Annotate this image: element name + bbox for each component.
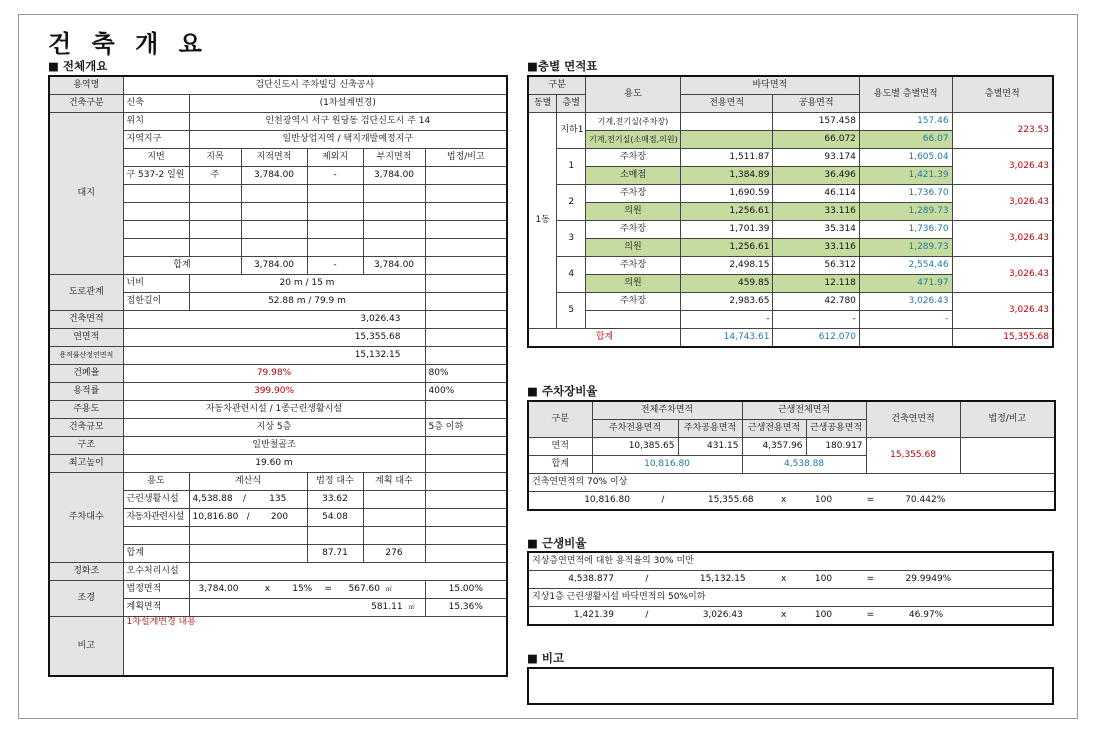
parking-plan: [363, 509, 425, 527]
pr-formula-term: 15,355.68: [707, 495, 754, 505]
remarks-title: ■ 비고: [527, 651, 565, 665]
building-area-value: 3,026.43: [123, 311, 425, 329]
lot-total-cell: 3,784.00: [241, 257, 307, 275]
lot-header: 부지면적: [363, 149, 425, 167]
nr-formula-row: [528, 607, 1053, 626]
header-dong: 동별: [528, 95, 557, 113]
landscape-unit: ㎡: [408, 604, 415, 611]
lot-header: 지목: [189, 149, 241, 167]
project-name-row: [49, 76, 507, 95]
common-cell: 56.312: [773, 257, 859, 275]
landscape-times: x: [264, 584, 271, 594]
floor-cell: 3: [557, 221, 586, 257]
parking-legal: 33.62: [307, 491, 363, 509]
pr-formula-term: 10,816.80: [584, 495, 630, 505]
parking-header: 계산식: [189, 473, 307, 491]
floor-total-cell: 3,026.43: [952, 221, 1053, 257]
structure-row: [49, 437, 507, 455]
nr-condition-2: 지상1층 근린생활시설 바닥면적의 50%이하: [528, 589, 1053, 607]
use-row: [49, 401, 507, 419]
zone-value: 일반상업지역 / 택지개발예정지구: [189, 131, 507, 149]
nr-formula-term: 3,026.43: [702, 610, 743, 620]
floor-total-all: 15,355.68: [952, 329, 1053, 348]
lot-header: 제외지: [307, 149, 363, 167]
nr-formula-op: /: [645, 610, 649, 620]
nr-condition-row: [528, 552, 1053, 571]
pr-header-gfa: 건축연면적: [866, 401, 960, 438]
nr-formula-op: x: [780, 610, 787, 620]
parking-header-row: [49, 473, 507, 491]
use-label: 주용도: [49, 401, 123, 419]
use-cell: 의원: [586, 203, 681, 221]
nr-formula-2: [528, 607, 1053, 626]
use-area-cell: 471.97: [859, 275, 952, 293]
pr-formula-result: 70.442%: [905, 495, 946, 505]
parking-use: 자동차관련시설: [123, 509, 189, 527]
landscape-plan-label: 계획면적: [123, 599, 189, 617]
road-label: 도로관계: [49, 275, 123, 311]
parking-ratio-title: ■ 주차장비율: [527, 384, 598, 398]
far-label: 용적률: [49, 383, 123, 401]
parking-area: 4,538.88: [192, 494, 233, 504]
floor-row: [528, 185, 1053, 203]
road-width-row: [49, 275, 507, 293]
use-cell: 기계,전기실(주차장): [586, 113, 681, 131]
common-cell: -: [773, 311, 859, 329]
exclusive-cell: 2,983.65: [680, 293, 773, 311]
floor-table-header-row: [528, 76, 1053, 95]
header-floor: 층별: [557, 95, 586, 113]
revision-value: (1차설계변경): [189, 95, 507, 113]
floor-total-cell: 3,026.43: [952, 149, 1053, 185]
header-common: 공용면적: [773, 95, 859, 113]
landscape-label: 조경: [49, 581, 123, 617]
nr-formula-term: 1,421.39: [573, 610, 614, 620]
parking-formula: [189, 509, 307, 527]
parking-use: 근린생활시설: [123, 491, 189, 509]
bcr-limit: 80%: [425, 365, 507, 383]
landscape-equals: =: [324, 584, 332, 594]
lot-cell: 3,784.00: [241, 167, 307, 185]
neighborhood-ratio-table: [527, 551, 1054, 626]
exclusive-cell: 1,256.61: [680, 203, 773, 221]
far-value: 399.90%: [123, 383, 425, 401]
scale-label: 건축규모: [49, 419, 123, 437]
common-cell: 157.458: [773, 113, 859, 131]
common-cell: 46.114: [773, 185, 859, 203]
use-cell: [586, 311, 681, 329]
remarks-box: [527, 667, 1054, 705]
far-floor-area-row: [49, 347, 507, 365]
location-value: 인천광역시 서구 원당동 검단신도시 주 14: [189, 113, 507, 131]
landscape-plan-ratio: 15.36%: [425, 599, 507, 617]
floor-area-value: 15,355.68: [123, 329, 425, 347]
category-row: [49, 95, 507, 113]
parking-label: 주차대수: [49, 473, 123, 563]
floor-table-title: ■층별 면적표: [527, 59, 598, 73]
location-label: 위치: [123, 113, 189, 131]
septic-row: [49, 563, 507, 581]
scale-row: [49, 419, 507, 437]
common-cell: 33.116: [773, 239, 859, 257]
use-cell: 의원: [586, 239, 681, 257]
floor-total-cell: 223.53: [952, 113, 1053, 149]
nr-formula-result: 29.9949%: [905, 574, 952, 584]
use-cell: 기계,전기실(소매점,의원): [586, 131, 681, 149]
parking-header: 계획 대수: [363, 473, 425, 491]
lot-cell: 3,784.00: [363, 167, 425, 185]
pr-header-legal: 법정/비고: [960, 401, 1055, 438]
nr-formula-term: 100: [814, 574, 833, 584]
landscape-plan-area: 581.11: [371, 602, 403, 612]
use-cell: 주차장: [586, 149, 681, 167]
landscape-legal-area: 567.60: [348, 584, 380, 594]
pr-header-p-common: 주차공용면적: [678, 420, 742, 438]
nr-formula-row: [528, 571, 1053, 589]
nr-formula-op: =: [866, 610, 875, 620]
common-cell: 36.496: [773, 167, 859, 185]
use-area-cell: 3,026.43: [859, 293, 952, 311]
parking-total-label: 합계: [123, 545, 189, 563]
bcr-value: 79.98%: [123, 365, 425, 383]
septic-label: 정화조: [49, 563, 123, 581]
floor-total-cell: 3,026.43: [952, 257, 1053, 293]
use-area-cell: 1,736.70: [859, 185, 952, 203]
nr-condition-1: 지상층연면적에 대한 용적율의 30% 미만: [528, 552, 1053, 571]
parking-ratio-header-row: [528, 401, 1055, 420]
use-cell: 주차장: [586, 221, 681, 239]
road-width-value: 20 m / 15 m: [189, 275, 425, 293]
floor-row: [528, 113, 1053, 131]
common-cell: 35.314: [773, 221, 859, 239]
header-exclusive: 전용면적: [680, 95, 773, 113]
landscape-site-area: 3,784.00: [198, 584, 239, 594]
far-row: [49, 383, 507, 401]
page-title: 건 축 개 요: [48, 30, 208, 58]
parking-header: 용도: [123, 473, 189, 491]
scale-limit: 5층 이하: [425, 419, 507, 437]
lot-total-cell: -: [307, 257, 363, 275]
landscape-legal-label: 법정면적: [123, 581, 189, 599]
floor-cell: 지하1: [557, 113, 586, 149]
use-value: 자동차관련시설 / 1종근린생활시설: [123, 401, 425, 419]
site-label: 대지: [49, 113, 123, 275]
nr-formula-term: 100: [814, 610, 833, 620]
parking-slash: /: [246, 512, 250, 522]
header-floor-total: 층별면적: [952, 76, 1053, 113]
dong-cell: 1동: [528, 113, 557, 329]
exclusive-cell: 1,384.89: [680, 167, 773, 185]
height-value: 19.60 m: [123, 455, 425, 473]
landscape-percent: 15%: [292, 584, 313, 594]
pr-sum-neighborhood: 4,538.88: [742, 456, 866, 474]
exclusive-cell: [680, 113, 773, 131]
pr-gfa-value: 15,355.68: [866, 438, 960, 474]
remarks-row: [49, 617, 507, 677]
road-width-label: 너비: [123, 275, 189, 293]
pr-formula-op: x: [780, 495, 787, 505]
lot-total-cell: 3,784.00: [363, 257, 425, 275]
floor-cell: 1: [557, 149, 586, 185]
project-name-label: 용역명: [49, 76, 123, 95]
parking-divisor: 200: [270, 512, 289, 522]
parking-total-plan: 276: [363, 545, 425, 563]
landscape-legal-ratio: 15.00%: [425, 581, 507, 599]
landscape-legal-formula: [189, 581, 425, 599]
header-use-area: 용도별 층별면적: [859, 76, 952, 113]
header-floor-area: 바닥면적: [680, 76, 859, 95]
pr-formula-op: /: [661, 495, 665, 505]
exclusive-cell: 1,256.61: [680, 239, 773, 257]
floor-total-common: 612.070: [773, 329, 859, 348]
nr-formula-op: =: [866, 574, 875, 584]
category-value: 신축: [123, 95, 189, 113]
floor-area-table: [527, 75, 1054, 348]
use-area-cell: 1,421.39: [859, 167, 952, 185]
height-label: 최고높이: [49, 455, 123, 473]
floor-row: [528, 293, 1053, 311]
lot-cell: 구 537-2 일원: [123, 167, 189, 185]
floor-cell: 4: [557, 257, 586, 293]
floor-cell: 2: [557, 185, 586, 221]
exclusive-cell: 459.85: [680, 275, 773, 293]
pr-area-value: 180.917: [806, 438, 866, 456]
parking-total-legal: 87.71: [307, 545, 363, 563]
structure-value: 일반철골조: [123, 437, 425, 455]
use-cell: 주차장: [586, 185, 681, 203]
road-contact-label: 접한길이: [123, 293, 189, 311]
parking-ratio-area-row: [528, 438, 1055, 456]
use-area-cell: 1,605.04: [859, 149, 952, 167]
use-area-cell: 66.07: [859, 131, 952, 149]
exclusive-cell: 2,498.15: [680, 257, 773, 275]
nr-formula-1: [528, 571, 1053, 589]
pr-area-value: 4,357.96: [742, 438, 806, 456]
exclusive-cell: 1,511.87: [680, 149, 773, 167]
pr-sum-parking: 10,816.80: [592, 456, 742, 474]
floor-total-cell: 3,026.43: [952, 293, 1053, 329]
header-use: 용도: [586, 76, 681, 113]
exclusive-cell: [680, 131, 773, 149]
pr-header-p-excl: 주차전용면적: [592, 420, 678, 438]
pr-header-n-common: 근생공용면적: [806, 420, 866, 438]
road-contact-value: 52.88 m / 79.9 m: [189, 293, 425, 311]
exclusive-cell: -: [680, 311, 773, 329]
common-cell: 12.118: [773, 275, 859, 293]
floor-row: [528, 257, 1053, 275]
common-cell: 33.116: [773, 203, 859, 221]
parking-ratio-formula-row: [528, 492, 1055, 511]
use-area-cell: 1,736.70: [859, 221, 952, 239]
use-cell: 주차장: [586, 257, 681, 275]
overview-table: [48, 75, 508, 677]
landscape-legal-row: [49, 581, 507, 599]
pr-header-parking-total: 전체주차면적: [592, 401, 742, 420]
nr-formula-term: 15,132.15: [699, 574, 746, 584]
scale-value: 지상 5층: [123, 419, 425, 437]
overview-section-title: ■ 전체개요: [48, 59, 108, 73]
parking-formula: [189, 491, 307, 509]
pr-sum-label: 합계: [528, 456, 592, 474]
lot-header: 법정/비고: [425, 149, 507, 167]
parking-slash: /: [242, 494, 246, 504]
common-cell: 42.780: [773, 293, 859, 311]
lot-cell: [425, 167, 507, 185]
use-cell: 소매점: [586, 167, 681, 185]
parking-divisor: 135: [269, 494, 287, 504]
use-area-cell: 1,289.73: [859, 239, 952, 257]
parking-area: 10,816.80: [192, 512, 239, 522]
use-area-cell: 2,554.46: [859, 257, 952, 275]
parking-header: 법정 대수: [307, 473, 363, 491]
header-gubun: 구분: [528, 76, 586, 95]
floor-table-body: [528, 113, 1053, 329]
lot-cell: -: [307, 167, 363, 185]
floor-total-cell: 3,026.43: [952, 185, 1053, 221]
pr-area-value: 10,385.65: [592, 438, 678, 456]
exclusive-cell: 1,690.59: [680, 185, 773, 203]
bcr-row: [49, 365, 507, 383]
lot-header: 지번: [123, 149, 189, 167]
project-name-value: 검단신도시 주차빌딩 신축공사: [123, 76, 507, 95]
pr-header-n-excl: 근생전용면적: [742, 420, 806, 438]
pr-formula-op: =: [866, 495, 875, 505]
lot-total-label: 합계: [123, 257, 241, 275]
pr-formula-term: 100: [814, 495, 833, 505]
building-area-row: [49, 311, 507, 329]
zone-label: 지역지구: [123, 131, 189, 149]
pr-area-label: 면적: [528, 438, 592, 456]
bcr-label: 건폐율: [49, 365, 123, 383]
nr-condition-row: [528, 589, 1053, 607]
pr-area-value: 431.15: [678, 438, 742, 456]
use-cell: 의원: [586, 275, 681, 293]
pr-condition: 건축연면적의 70% 이상: [528, 474, 1055, 492]
location-row: [49, 113, 507, 131]
floor-cell: 5: [557, 293, 586, 329]
structure-label: 구조: [49, 437, 123, 455]
category-label: 건축구분: [49, 95, 123, 113]
lot-header: 지적면적: [241, 149, 307, 167]
floor-total-exclusive: 14,743.61: [680, 329, 773, 348]
pr-formula: [528, 492, 1055, 511]
floor-row: [528, 149, 1053, 167]
floor-total-label: 합계: [528, 329, 680, 348]
exclusive-cell: 1,701.39: [680, 221, 773, 239]
septic-value: 오수처리시설: [123, 563, 189, 581]
landscape-plan-formula: [189, 599, 425, 617]
nr-formula-term: 4,538.877: [568, 574, 614, 584]
height-row: [49, 455, 507, 473]
remarks-text: 1차설계변경 내용: [123, 617, 507, 677]
pr-header-neighborhood-total: 근생전체면적: [742, 401, 866, 420]
landscape-unit: ㎡: [385, 586, 392, 593]
nr-formula-op: /: [645, 574, 649, 584]
building-area-label: 건축면적: [49, 311, 123, 329]
floor-row: [528, 221, 1053, 239]
lot-cell: 주: [189, 167, 241, 185]
nr-formula-op: x: [780, 574, 787, 584]
remarks-label: 비고: [49, 617, 123, 677]
use-area-cell: 157.46: [859, 113, 952, 131]
parking-ratio-table: [527, 400, 1056, 511]
pr-header-gubun: 구분: [528, 401, 592, 438]
nr-formula-result: 46.97%: [908, 610, 944, 620]
use-cell: 주차장: [586, 293, 681, 311]
parking-ratio-condition-row: [528, 474, 1055, 492]
neighborhood-ratio-title: ■ 근생비율: [527, 536, 587, 550]
common-cell: 93.174: [773, 149, 859, 167]
parking-legal: 54.08: [307, 509, 363, 527]
common-cell: 66.072: [773, 131, 859, 149]
parking-plan: [363, 491, 425, 509]
far-floor-area-value: 15,132.15: [123, 347, 425, 365]
use-area-cell: 1,289.73: [859, 203, 952, 221]
far-floor-area-label: 용적률산정연면적: [49, 347, 123, 365]
use-area-cell: -: [859, 311, 952, 329]
far-limit: 400%: [425, 383, 507, 401]
floor-total-row: [528, 329, 1053, 348]
floor-area-label: 연면적: [49, 329, 123, 347]
floor-area-row: [49, 329, 507, 347]
